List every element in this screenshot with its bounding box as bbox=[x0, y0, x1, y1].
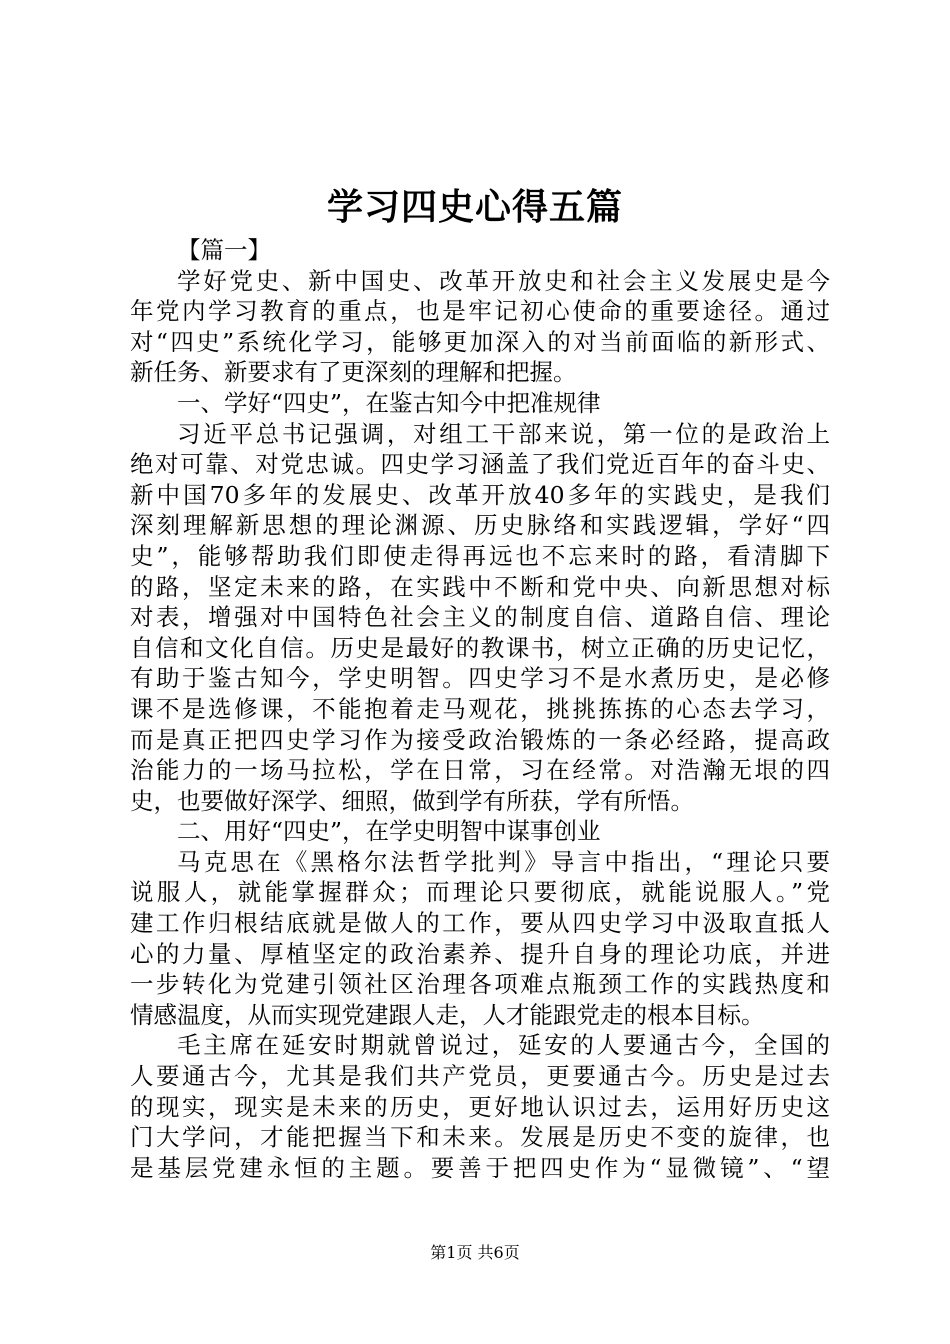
text-line: 绝对可靠、对党忠诚。四史学习涵盖了我们党近百年的奋斗史、 bbox=[130, 450, 830, 479]
text-line: 学好党史、新中国史、改革开放史和社会主义发展史是今 bbox=[177, 266, 830, 295]
text-line: 史，也要做好深学、细照，做到学有所获，学有所悟。 bbox=[130, 786, 694, 815]
text-line: 心的力量、厚植坚定的政治素养、提升自身的理论功底，并进 bbox=[130, 939, 830, 968]
text-line: 情感温度，从而实现党建跟人走，人才能跟党走的根本目标。 bbox=[130, 1000, 765, 1029]
text-line: 治能力的一场马拉松，学在日常，习在经常。对浩瀚无垠的四 bbox=[130, 756, 830, 785]
text-line: 的路，坚定未来的路，在实践中不断和党中央、向新思想对标 bbox=[130, 572, 830, 601]
text-line: 一、学好“四史”，在鉴古知今中把准规律 bbox=[177, 388, 601, 417]
text-line: 马克思在《黑格尔法哲学批判》导言中指出，“理论只要 bbox=[177, 847, 830, 876]
text-line: 自信和文化自信。历史是最好的教课书，树立正确的历史记忆， bbox=[130, 633, 830, 662]
text-line: 建工作归根结底就是做人的工作，要从四史学习中汲取直抵人 bbox=[130, 909, 830, 938]
text-line: 是基层党建永恒的主题。要善于把四史作为“显微镜”、“望 bbox=[130, 1153, 830, 1182]
text-line: 年党内学习教育的重点，也是牢记初心使命的重要途径。通过 bbox=[130, 297, 830, 326]
text-line: 习近平总书记强调，对组工干部来说，第一位的是政治上 bbox=[177, 419, 830, 448]
text-line: 对表，增强对中国特色社会主义的制度自信、道路自信、理论 bbox=[130, 603, 830, 632]
text-line: 有助于鉴古知今，学史明智。四史学习不是水煮历史，是必修 bbox=[130, 664, 830, 693]
document-body bbox=[130, 235, 830, 1183]
text-line: 新中国70多年的发展史、改革开放40多年的实践史，是我们 bbox=[130, 480, 830, 509]
text-line: 的现实，现实是未来的历史，更好地认识过去，运用好历史这 bbox=[130, 1092, 830, 1121]
text-line: 深刻理解新思想的理论渊源、历史脉络和实践逻辑，学好“四 bbox=[130, 511, 830, 540]
text-line: 史”，能够帮助我们即使走得再远也不忘来时的路，看清脚下 bbox=[130, 541, 830, 570]
text-line: 【篇一】 bbox=[177, 236, 271, 264]
text-line: 新任务、新要求有了更深刻的理解和把握。 bbox=[130, 358, 577, 387]
text-line: 人要通古今，尤其是我们共产党员，更要通古今。历史是过去 bbox=[130, 1062, 830, 1091]
text-line: 课不是选修课，不能抱着走马观花，挑挑拣拣的心态去学习， bbox=[130, 694, 830, 723]
text-line: 门大学问，才能把握当下和未来。发展是历史不变的旋律，也 bbox=[130, 1123, 830, 1152]
text-line: 说服人，就能掌握群众；而理论只要彻底，就能说服人。”党 bbox=[130, 878, 830, 907]
text-line: 二、用好“四史”，在学史明智中谋事创业 bbox=[177, 817, 601, 846]
document-title: 学习四史心得五篇 bbox=[326, 186, 623, 228]
text-line: 毛主席在延安时期就曾说过，延安的人要通古今，全国的 bbox=[177, 1031, 830, 1060]
text-line: 一步转化为党建引领社区治理各项难点瓶颈工作的实践热度和 bbox=[130, 970, 830, 999]
text-line: 对“四史”系统化学习，能够更加深入的对当前面临的新形式、 bbox=[130, 327, 830, 356]
page-footer: 第1页 共6页 bbox=[430, 1243, 520, 1262]
text-line: 而是真正把四史学习作为接受政治锻炼的一条必经路，提高政 bbox=[130, 725, 830, 754]
